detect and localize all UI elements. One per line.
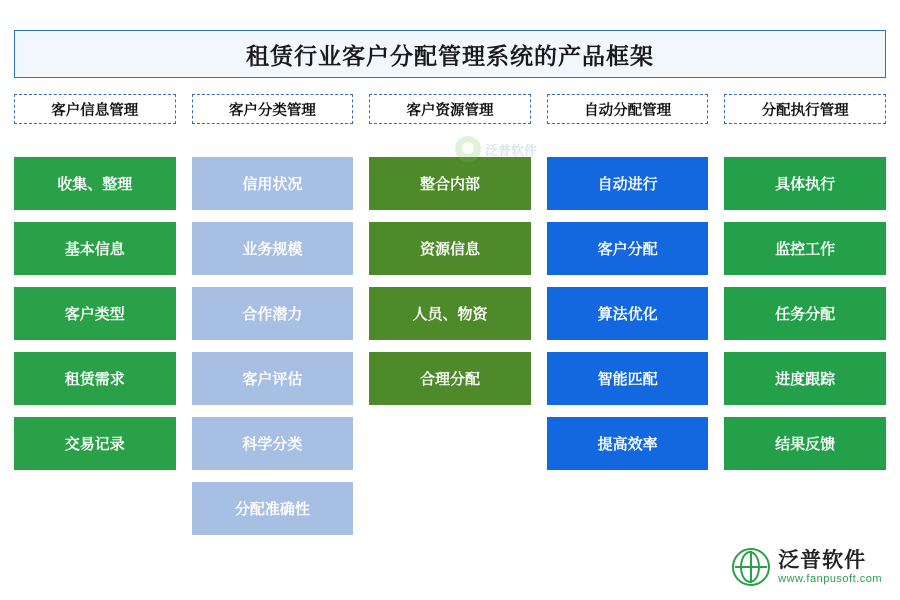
column-items [369,157,531,405]
page-title [14,30,886,78]
column-header[interactable]: 客户信息管理 [14,94,176,124]
brand-name: 泛普软件 [778,548,867,572]
list-item[interactable]: 整合内部 [369,157,531,210]
brand-text [778,550,882,585]
list-item[interactable]: 智能匹配 [547,352,709,405]
list-item[interactable]: 合作潜力 [192,287,354,340]
list-item[interactable]: 算法优化 [547,287,709,340]
list-item[interactable]: 交易记录 [14,417,176,470]
column-header[interactable]: 客户资源管理 [369,94,531,124]
list-item[interactable]: 具体执行 [724,157,886,210]
list-item[interactable]: 分配准确性 [192,482,354,535]
page-title-text: 租赁行业客户分配管理系统的产品框架 [246,42,654,69]
list-item[interactable]: 科学分类 [192,417,354,470]
list-item[interactable]: 基本信息 [14,222,176,275]
column-customer-resource [369,94,531,535]
list-item[interactable]: 客户分配 [547,222,709,275]
column-customer-classification [192,94,354,535]
globe-icon [732,548,770,586]
list-item[interactable]: 结果反馈 [724,417,886,470]
column-header[interactable]: 分配执行管理 [724,94,886,124]
list-item[interactable]: 任务分配 [724,287,886,340]
column-auto-allocation [547,94,709,535]
list-item[interactable]: 自动进行 [547,157,709,210]
column-items [547,157,709,470]
column-header[interactable]: 自动分配管理 [547,94,709,124]
list-item[interactable]: 租赁需求 [14,352,176,405]
center-watermark-text: 泛普软件 [485,142,538,158]
column-allocation-execution [724,94,886,535]
list-item[interactable]: 监控工作 [724,222,886,275]
brand-logo [732,548,882,586]
column-header[interactable]: 客户分类管理 [192,94,354,124]
column-items [14,157,176,470]
column-items [724,157,886,470]
list-item[interactable]: 客户评估 [192,352,354,405]
list-item[interactable]: 进度跟踪 [724,352,886,405]
list-item[interactable]: 信用状况 [192,157,354,210]
list-item[interactable]: 人员、物资 [369,287,531,340]
list-item[interactable]: 资源信息 [369,222,531,275]
list-item[interactable]: 客户类型 [14,287,176,340]
framework-columns [14,94,886,535]
list-item[interactable]: 提高效率 [547,417,709,470]
column-customer-info [14,94,176,535]
list-item[interactable]: 业务规模 [192,222,354,275]
list-item[interactable]: 收集、整理 [14,157,176,210]
list-item[interactable]: 合理分配 [369,352,531,405]
brand-url: www.fanpusoft.com [778,572,882,585]
column-items [192,157,354,535]
